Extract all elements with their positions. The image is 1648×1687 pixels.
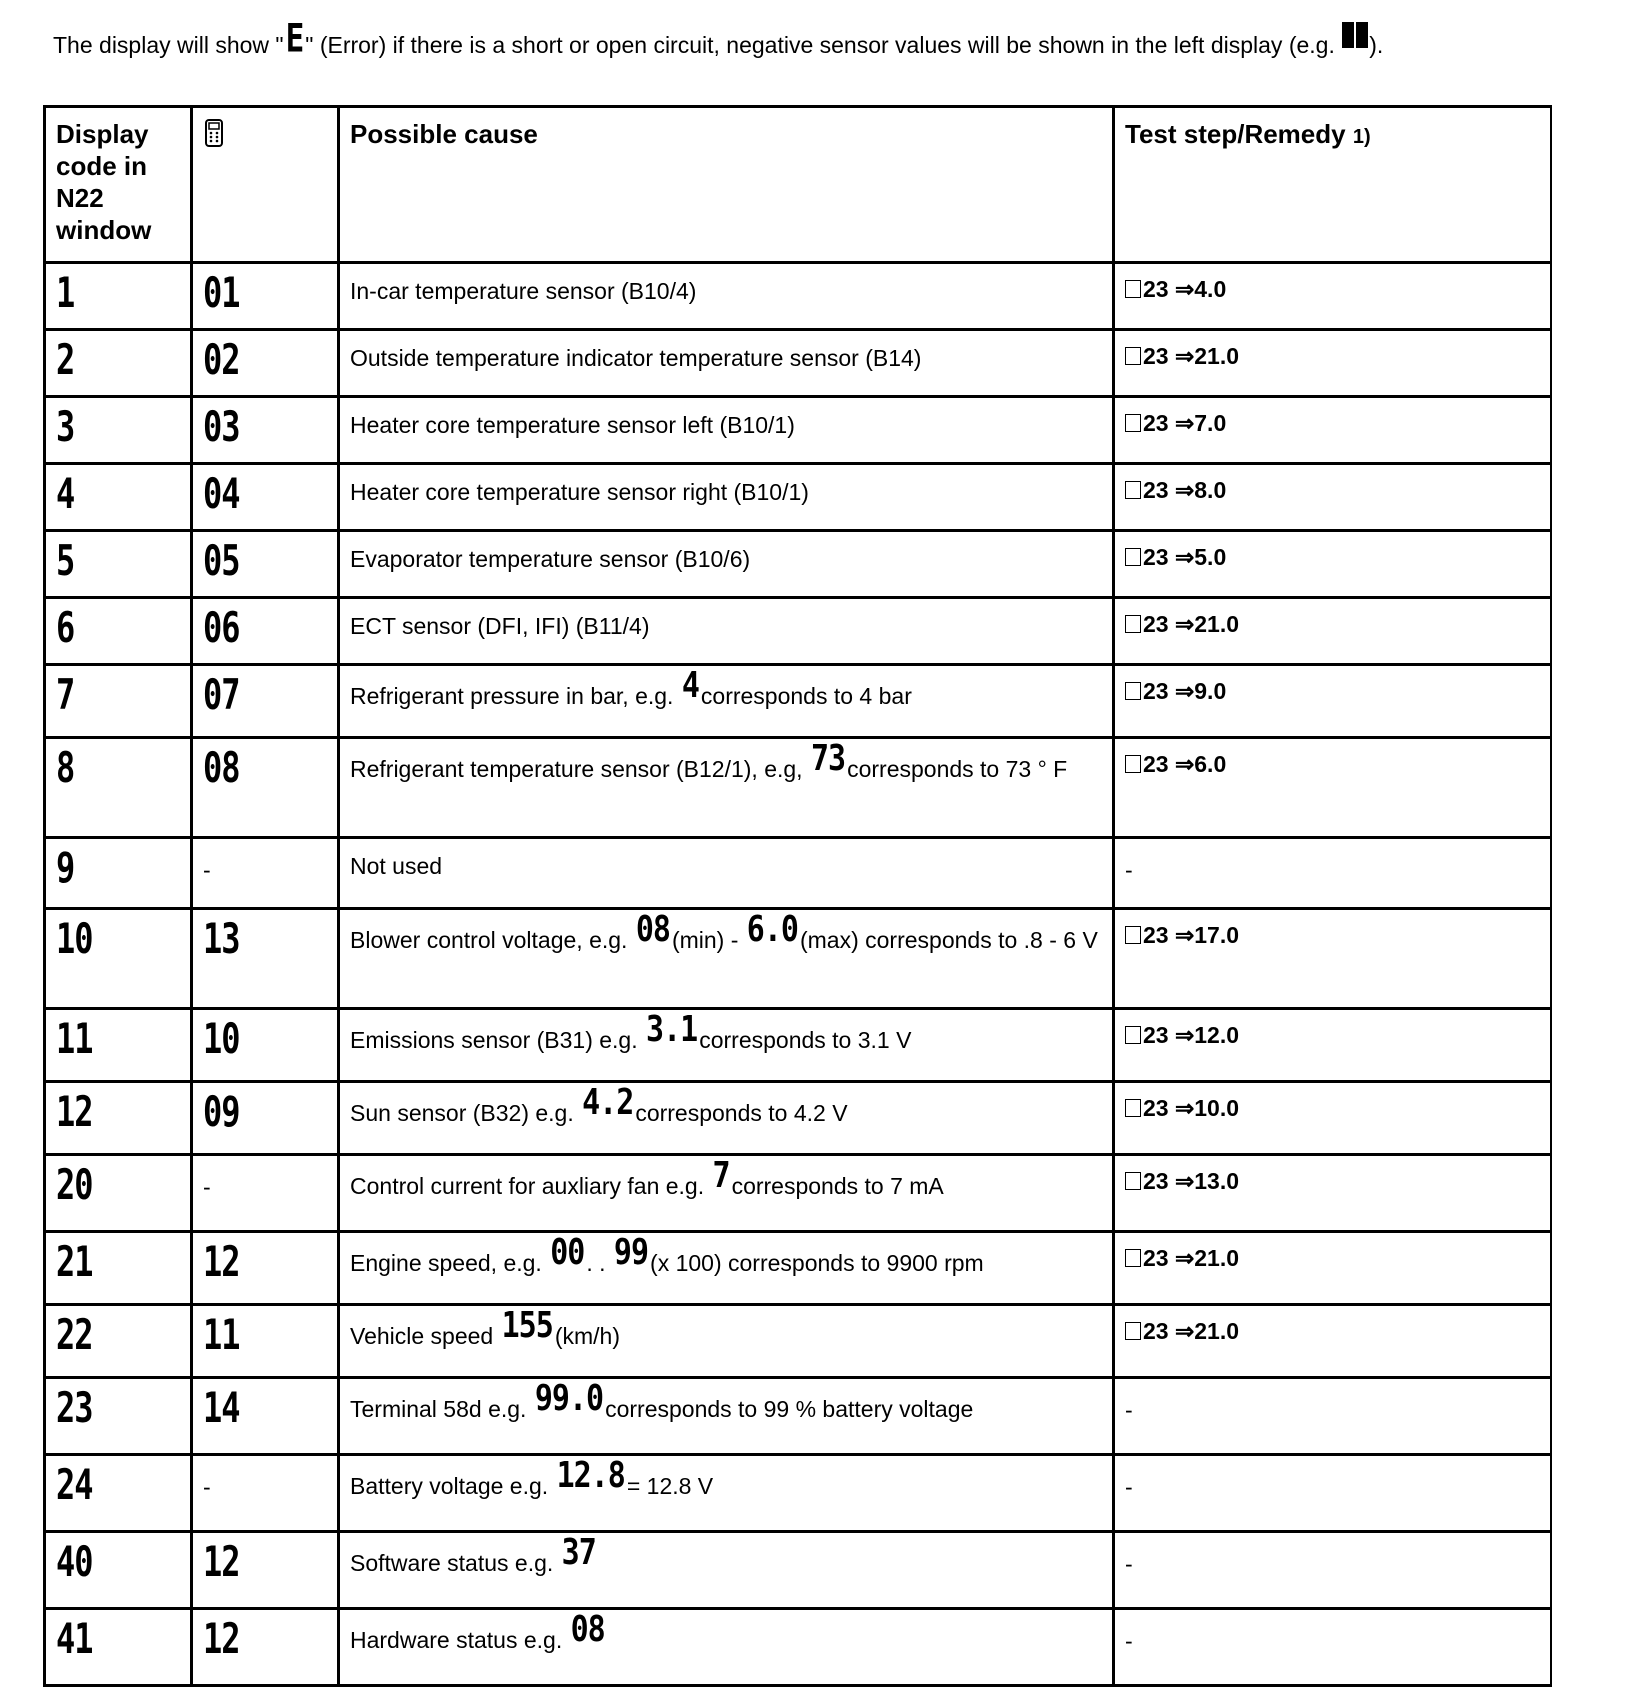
example-display-glyph: 7 xyxy=(712,1154,730,1197)
table-row xyxy=(45,1609,1551,1686)
example-display-glyph: 08 xyxy=(570,1608,605,1651)
intro-paragraph xyxy=(53,16,1613,62)
arrow-icon: ⇒ xyxy=(1174,1095,1195,1121)
table-row xyxy=(45,1378,1551,1455)
tester-code-dash: - xyxy=(203,1174,211,1200)
tester-code-glyph: 10 xyxy=(203,1014,240,1064)
test-step-dash: - xyxy=(1125,857,1133,883)
test-step-number: 21.0 xyxy=(1194,343,1240,369)
example-display-glyph: 4 xyxy=(681,664,699,707)
example-display-glyph: 99 xyxy=(613,1231,649,1274)
test-step-cell xyxy=(1114,1305,1551,1378)
table-row xyxy=(45,397,1551,464)
display-code-cell xyxy=(45,665,192,738)
table-row xyxy=(45,330,1551,397)
possible-cause-text: Control current for auxliary fan e.g. xyxy=(350,1173,711,1199)
test-step-number: 7.0 xyxy=(1194,410,1227,436)
test-step-cell xyxy=(1114,1009,1551,1082)
header-display-code: Display code in N22 window xyxy=(45,107,192,263)
tester-code-glyph: 12 xyxy=(203,1237,240,1287)
arrow-icon: ⇒ xyxy=(1174,611,1195,637)
possible-cause-cell xyxy=(339,1609,1114,1686)
test-step-doc: 23 xyxy=(1143,1095,1175,1121)
fault-code-table xyxy=(43,105,1552,1687)
test-step-cell xyxy=(1114,1455,1551,1532)
display-code-glyph: 2 xyxy=(56,335,75,385)
possible-cause-cell xyxy=(339,1232,1114,1305)
possible-cause-text: Heater core temperature sensor right (B10/1) xyxy=(350,479,809,505)
display-code-glyph: 21 xyxy=(56,1237,93,1287)
test-step-cell xyxy=(1114,263,1551,330)
document-box-icon xyxy=(1125,682,1141,700)
possible-cause-cell xyxy=(339,838,1114,909)
display-code-glyph: 5 xyxy=(56,536,75,586)
table-row xyxy=(45,1455,1551,1532)
possible-cause-cell xyxy=(339,1532,1114,1609)
tester-code-cell xyxy=(192,464,339,531)
possible-cause-text: corresponds to 7 mA xyxy=(731,1173,944,1199)
test-step-number: 6.0 xyxy=(1194,751,1227,777)
arrow-icon: ⇒ xyxy=(1174,276,1195,302)
example-display-glyph: 155 xyxy=(501,1304,553,1347)
tester-code-cell xyxy=(192,1378,339,1455)
document-box-icon xyxy=(1125,1249,1141,1267)
possible-cause-cell xyxy=(339,330,1114,397)
test-step-number: 12.0 xyxy=(1194,1022,1240,1048)
possible-cause-text: Evaporator temperature sensor (B10/6) xyxy=(350,546,751,572)
possible-cause-text: ECT sensor (DFI, IFI) (B11/4) xyxy=(350,613,650,639)
possible-cause-cell xyxy=(339,263,1114,330)
display-code-cell xyxy=(45,397,192,464)
tester-code-cell xyxy=(192,1609,339,1686)
example-display-glyph: 12.8 xyxy=(556,1454,625,1497)
table-row xyxy=(45,1082,1551,1155)
possible-cause-text: corresponds to 4 bar xyxy=(700,683,912,709)
display-code-glyph: 7 xyxy=(56,670,75,720)
test-step-number: 21.0 xyxy=(1194,611,1240,637)
display-code-glyph: 8 xyxy=(56,743,75,793)
intro-text-2: " (Error) if there is a short or open circuit, negative sensor values will be shown in the left display (e.g. xyxy=(305,32,1335,58)
test-step-dash: - xyxy=(1125,1397,1133,1423)
document-box-icon xyxy=(1125,1322,1141,1340)
arrow-icon: ⇒ xyxy=(1174,1245,1195,1271)
tester-code-cell xyxy=(192,598,339,665)
table-row xyxy=(45,598,1551,665)
arrow-icon: ⇒ xyxy=(1174,410,1195,436)
display-code-cell xyxy=(45,1009,192,1082)
tester-code-cell xyxy=(192,1305,339,1378)
tester-code-cell xyxy=(192,838,339,909)
tester-code-glyph: 12 xyxy=(203,1614,240,1664)
display-code-glyph: 40 xyxy=(56,1537,93,1587)
test-step-number: 5.0 xyxy=(1194,544,1227,570)
test-step-number: 4.0 xyxy=(1194,276,1227,302)
display-code-cell xyxy=(45,1305,192,1378)
header-footnote: 1) xyxy=(1352,126,1371,148)
arrow-icon: ⇒ xyxy=(1174,1022,1195,1048)
display-code-glyph: 12 xyxy=(56,1087,93,1137)
table-row xyxy=(45,838,1551,909)
document-box-icon xyxy=(1125,414,1141,432)
test-step-number: 13.0 xyxy=(1194,1168,1240,1194)
table-row xyxy=(45,1532,1551,1609)
possible-cause-text: Outside temperature indicator temperature sensor (B14) xyxy=(350,345,922,371)
test-step-dash: - xyxy=(1125,1474,1133,1500)
possible-cause-text: Refrigerant pressure in bar, e.g. xyxy=(350,683,680,709)
display-code-cell xyxy=(45,263,192,330)
tester-code-cell xyxy=(192,665,339,738)
tester-code-cell xyxy=(192,738,339,838)
test-step-cell xyxy=(1114,598,1551,665)
tester-code-cell xyxy=(192,909,339,1009)
possible-cause-cell xyxy=(339,665,1114,738)
possible-cause-text: (x 100) corresponds to 9900 rpm xyxy=(650,1250,984,1276)
test-step-cell xyxy=(1114,1155,1551,1232)
test-step-doc: 23 xyxy=(1143,922,1175,948)
example-display-glyph: 4.2 xyxy=(582,1081,634,1124)
test-step-doc: 23 xyxy=(1143,276,1175,302)
possible-cause-cell xyxy=(339,1305,1114,1378)
possible-cause-text: Terminal 58d e.g. xyxy=(350,1396,533,1422)
arrow-icon: ⇒ xyxy=(1174,678,1195,704)
table-row xyxy=(45,1305,1551,1378)
possible-cause-text: Sun sensor (B32) e.g. xyxy=(350,1100,581,1126)
display-code-glyph: 22 xyxy=(56,1310,93,1360)
display-code-glyph: 11 xyxy=(56,1014,93,1064)
possible-cause-cell xyxy=(339,1009,1114,1082)
display-code-cell xyxy=(45,1378,192,1455)
tester-code-cell xyxy=(192,1155,339,1232)
document-box-icon xyxy=(1125,481,1141,499)
tester-code-cell xyxy=(192,1532,339,1609)
table-row xyxy=(45,665,1551,738)
test-step-doc: 23 xyxy=(1143,544,1175,570)
test-step-dash: - xyxy=(1125,1551,1133,1577)
display-code-glyph: 1 xyxy=(56,268,75,318)
test-step-number: 21.0 xyxy=(1194,1245,1240,1271)
tester-code-glyph: 12 xyxy=(203,1537,240,1587)
arrow-icon: ⇒ xyxy=(1174,751,1195,777)
test-step-doc: 23 xyxy=(1143,751,1175,777)
document-box-icon xyxy=(1125,755,1141,773)
arrow-icon: ⇒ xyxy=(1174,544,1195,570)
display-code-cell xyxy=(45,1609,192,1686)
display-code-glyph: 4 xyxy=(56,469,75,519)
test-step-doc: 23 xyxy=(1143,1168,1175,1194)
tester-code-dash: - xyxy=(203,1474,211,1500)
display-code-cell xyxy=(45,1082,192,1155)
header-test-step xyxy=(1114,107,1551,263)
possible-cause-cell xyxy=(339,1378,1114,1455)
intro-text-3: ). xyxy=(1369,32,1384,58)
possible-cause-text: corresponds to 73 ° F xyxy=(847,756,1068,782)
possible-cause-text: . . xyxy=(586,1250,612,1276)
display-code-cell xyxy=(45,598,192,665)
document-box-icon xyxy=(1125,615,1141,633)
possible-cause-cell xyxy=(339,397,1114,464)
document-box-icon xyxy=(1125,926,1141,944)
arrow-icon: ⇒ xyxy=(1174,922,1195,948)
example-display-glyph: 08 xyxy=(635,908,670,951)
display-code-glyph: 9 xyxy=(56,843,75,893)
test-step-cell xyxy=(1114,838,1551,909)
table-row xyxy=(45,1232,1551,1305)
error-display-glyph: E xyxy=(285,16,304,62)
table-header-row xyxy=(45,107,1551,263)
tester-code-cell xyxy=(192,1232,339,1305)
test-step-cell xyxy=(1114,738,1551,838)
header-test-step-label: Test step/Remedy xyxy=(1125,119,1346,149)
arrow-icon: ⇒ xyxy=(1174,1318,1195,1344)
test-step-cell xyxy=(1114,1609,1551,1686)
test-step-cell xyxy=(1114,665,1551,738)
test-step-number: 9.0 xyxy=(1194,678,1227,704)
table-row xyxy=(45,1155,1551,1232)
test-step-doc: 23 xyxy=(1143,477,1175,503)
display-code-cell xyxy=(45,838,192,909)
example-display-glyph: 99.0 xyxy=(534,1377,604,1420)
tester-code-cell xyxy=(192,330,339,397)
display-code-glyph: 24 xyxy=(56,1460,93,1510)
document-box-icon xyxy=(1125,347,1141,365)
table-body xyxy=(45,263,1551,1686)
display-code-glyph: 10 xyxy=(56,914,93,964)
tester-code-glyph: 14 xyxy=(203,1383,240,1433)
arrow-icon: ⇒ xyxy=(1174,343,1195,369)
test-step-number: 10.0 xyxy=(1194,1095,1240,1121)
display-code-cell xyxy=(45,1532,192,1609)
test-step-cell xyxy=(1114,531,1551,598)
table-row xyxy=(45,738,1551,838)
header-possible-cause: Possible cause xyxy=(339,107,1114,263)
tester-code-glyph: 11 xyxy=(203,1310,240,1360)
tester-code-cell xyxy=(192,531,339,598)
tester-code-glyph: 05 xyxy=(203,536,240,586)
example-display-glyph: 3.1 xyxy=(646,1008,698,1051)
tester-code-cell xyxy=(192,1455,339,1532)
table-row xyxy=(45,909,1551,1009)
table-row xyxy=(45,1009,1551,1082)
possible-cause-text: Heater core temperature sensor left (B10/1) xyxy=(350,412,795,438)
display-code-glyph: 20 xyxy=(56,1160,93,1210)
possible-cause-cell xyxy=(339,1455,1114,1532)
display-code-glyph: 23 xyxy=(56,1383,93,1433)
test-step-number: 8.0 xyxy=(1194,477,1227,503)
possible-cause-text: (max) corresponds to .8 - 6 V xyxy=(799,927,1098,953)
example-display-glyph: 00 xyxy=(550,1231,585,1274)
document-box-icon xyxy=(1125,548,1141,566)
possible-cause-cell xyxy=(339,598,1114,665)
tester-code-cell xyxy=(192,1009,339,1082)
test-step-cell xyxy=(1114,330,1551,397)
test-step-cell xyxy=(1114,909,1551,1009)
document-box-icon xyxy=(1125,1172,1141,1190)
tester-code-cell xyxy=(192,263,339,330)
table-row xyxy=(45,464,1551,531)
test-step-doc: 23 xyxy=(1143,678,1175,704)
possible-cause-text: corresponds to 4.2 V xyxy=(635,1100,848,1126)
document-box-icon xyxy=(1125,1026,1141,1044)
tester-code-glyph: 13 xyxy=(203,914,240,964)
display-code-cell xyxy=(45,1155,192,1232)
test-step-doc: 23 xyxy=(1143,1245,1175,1271)
intro-text-1: The display will show " xyxy=(53,32,284,58)
example-display-glyph: 73 xyxy=(810,737,846,780)
possible-cause-text: Blower control voltage, e.g. xyxy=(350,927,634,953)
test-step-cell xyxy=(1114,464,1551,531)
display-code-cell xyxy=(45,330,192,397)
display-code-glyph: 3 xyxy=(56,402,75,452)
example-display-glyph: 6.0 xyxy=(746,908,798,951)
display-code-cell xyxy=(45,531,192,598)
tester-code-dash: - xyxy=(203,857,211,883)
possible-cause-text: = 12.8 V xyxy=(626,1473,714,1499)
test-step-number: 21.0 xyxy=(1194,1318,1240,1344)
tester-code-glyph: 03 xyxy=(203,402,240,452)
tester-code-glyph: 01 xyxy=(203,268,240,318)
tester-code-glyph: 07 xyxy=(203,670,240,720)
display-code-cell xyxy=(45,1455,192,1532)
negative-display-glyph xyxy=(1356,22,1368,48)
possible-cause-text: (km/h) xyxy=(554,1323,620,1349)
test-step-cell xyxy=(1114,1082,1551,1155)
display-code-cell xyxy=(45,464,192,531)
display-code-cell xyxy=(45,1232,192,1305)
test-step-dash: - xyxy=(1125,1628,1133,1654)
possible-cause-text: Not used xyxy=(350,853,443,879)
tester-code-glyph: 04 xyxy=(203,469,240,519)
tester-code-glyph: 06 xyxy=(203,603,240,653)
tester-code-glyph: 02 xyxy=(203,335,240,385)
possible-cause-text: Engine speed, e.g. xyxy=(350,1250,549,1276)
possible-cause-text: Software status e.g. xyxy=(350,1550,560,1576)
possible-cause-cell xyxy=(339,738,1114,838)
test-step-cell xyxy=(1114,397,1551,464)
possible-cause-text: Emissions sensor (B31) e.g. xyxy=(350,1027,645,1053)
possible-cause-text: Battery voltage e.g. xyxy=(350,1473,555,1499)
possible-cause-cell xyxy=(339,1155,1114,1232)
table-row xyxy=(45,531,1551,598)
example-display-glyph: 37 xyxy=(561,1531,596,1574)
hand-tester-icon xyxy=(203,118,225,150)
possible-cause-cell xyxy=(339,1082,1114,1155)
test-step-doc: 23 xyxy=(1143,1318,1175,1344)
arrow-icon: ⇒ xyxy=(1174,1168,1195,1194)
display-code-glyph: 41 xyxy=(56,1614,93,1664)
test-step-number: 17.0 xyxy=(1194,922,1240,948)
display-code-cell xyxy=(45,738,192,838)
tester-code-glyph: 09 xyxy=(203,1087,240,1137)
arrow-icon: ⇒ xyxy=(1174,477,1195,503)
possible-cause-text: corresponds to 3.1 V xyxy=(699,1027,912,1053)
test-step-doc: 23 xyxy=(1143,1022,1175,1048)
test-step-doc: 23 xyxy=(1143,611,1175,637)
possible-cause-text: corresponds to 99 % battery voltage xyxy=(605,1396,974,1422)
test-step-cell xyxy=(1114,1232,1551,1305)
document-box-icon xyxy=(1125,280,1141,298)
header-tester xyxy=(192,107,339,263)
document-box-icon xyxy=(1125,1099,1141,1117)
possible-cause-text: Vehicle speed xyxy=(350,1323,500,1349)
tester-code-cell xyxy=(192,1082,339,1155)
possible-cause-text: Refrigerant temperature sensor (B12/1), e.g, xyxy=(350,756,809,782)
test-step-cell xyxy=(1114,1532,1551,1609)
possible-cause-cell xyxy=(339,909,1114,1009)
test-step-cell xyxy=(1114,1378,1551,1455)
display-code-glyph: 6 xyxy=(56,603,75,653)
tester-code-glyph: 08 xyxy=(203,743,240,793)
possible-cause-cell xyxy=(339,531,1114,598)
display-code-cell xyxy=(45,909,192,1009)
test-step-doc: 23 xyxy=(1143,343,1175,369)
possible-cause-text: Hardware status e.g. xyxy=(350,1627,569,1653)
possible-cause-cell xyxy=(339,464,1114,531)
negative-display-glyph xyxy=(1342,22,1354,48)
tester-code-cell xyxy=(192,397,339,464)
possible-cause-text: In-car temperature sensor (B10/4) xyxy=(350,278,697,304)
table-row xyxy=(45,263,1551,330)
possible-cause-text: (min) - xyxy=(671,927,745,953)
test-step-doc: 23 xyxy=(1143,410,1175,436)
